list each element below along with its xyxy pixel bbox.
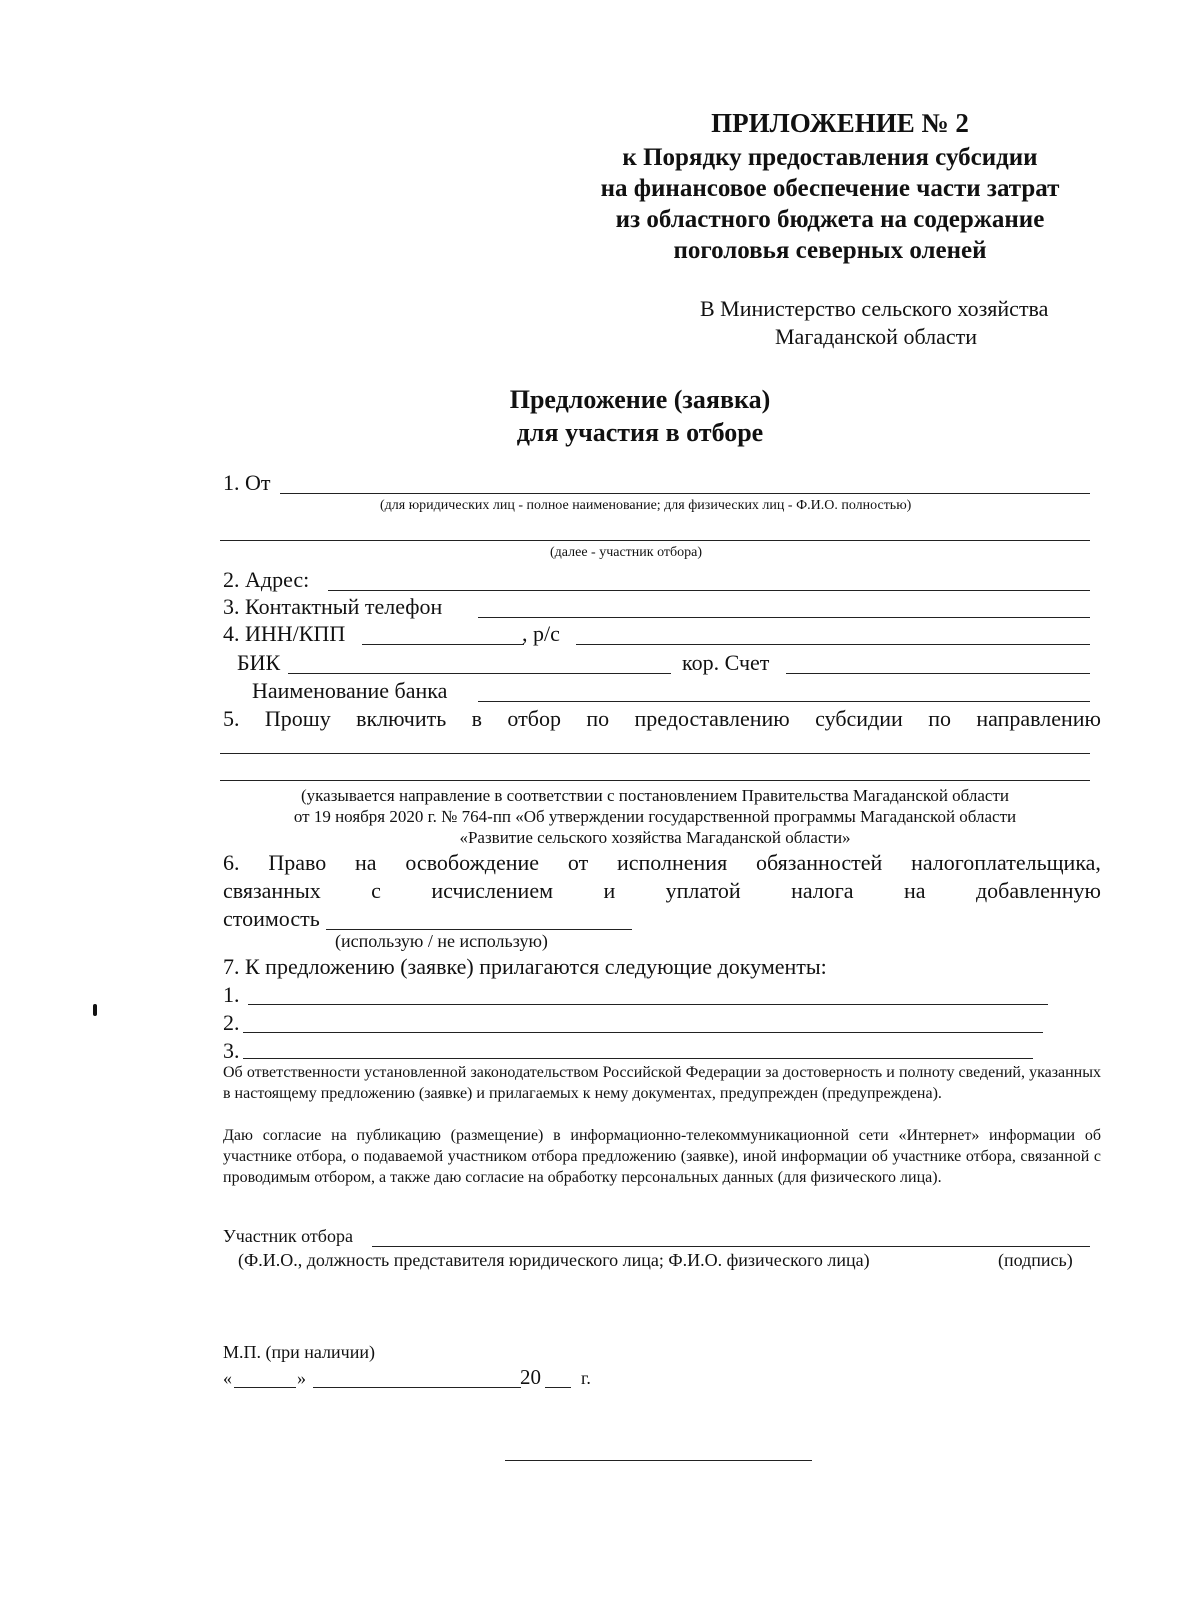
from-input-line[interactable] <box>280 493 1090 494</box>
section-6-word: уплатой <box>665 878 741 903</box>
participant-hint: (далее - участник отбора) <box>550 545 703 560</box>
section-5-word: по <box>928 706 951 731</box>
section-5-word: 5. <box>223 706 240 731</box>
direction-note-line-3: «Развитие сельского хозяйства Магаданской области» <box>459 828 851 847</box>
appendix-subtitle-line-1: к Порядку предоставления субсидии <box>622 144 1038 171</box>
vat-label: стоимость <box>223 906 320 931</box>
section-6-word: налогоплательщика, <box>911 850 1101 875</box>
stamp-label: М.П. (при наличии) <box>223 1342 375 1362</box>
responsibility-statement: Об ответственности установленной законодательством Российской Федерации за достоверность и полноту сведений, указанных в настоящему предложению (заявке) и прилагаемых к нему документах, предупрежден (предупреждена). <box>223 1064 1101 1102</box>
document-input-line-2[interactable] <box>243 1032 1043 1033</box>
bik-input-line[interactable] <box>288 673 671 674</box>
bottom-divider <box>505 1460 812 1461</box>
date-year-prefix: 20 <box>520 1365 541 1389</box>
section-6-word: 6. <box>223 850 240 875</box>
bik-label: БИК <box>237 650 281 675</box>
section-5-word: Прошу <box>264 706 331 731</box>
from-hint: (для юридических лиц - полное наименование; для физических лиц - Ф.И.О. полностью) <box>380 498 912 513</box>
participant-signature-line[interactable] <box>372 1246 1090 1247</box>
section-6-word: исчислением <box>431 878 554 903</box>
section-6-word: освобождение <box>405 850 540 875</box>
section-5-word: включить <box>356 706 447 731</box>
document-input-line-3[interactable] <box>243 1058 1033 1059</box>
vat-input-line[interactable] <box>326 929 632 930</box>
date-year-line[interactable] <box>545 1387 571 1388</box>
section-5-word: направлению <box>976 706 1101 731</box>
date-day-line[interactable] <box>234 1387 296 1388</box>
date-month-line[interactable] <box>313 1387 521 1388</box>
appendix-subtitle-line-2: на финансовое обеспечение части затрат <box>600 175 1060 202</box>
consent-statement: Даю согласие на публикацию (размещение) в информационно-телекоммуникационной сети «Интернет» информации об участнике отбора, о подаваемой участником отбора предложению (заявке), иной информации об участнике отбора, связанной с проводимым отбором, а также даю согласие на обработку персональных данных (для физического лица). <box>223 1127 1101 1186</box>
inn-input-line[interactable] <box>362 644 524 645</box>
section-6-word: добавленную <box>975 878 1101 903</box>
participant-label: Участник отбора <box>223 1226 353 1246</box>
date-close-quote: » <box>297 1368 306 1388</box>
direction-input-line-2[interactable] <box>220 780 1090 781</box>
participant-hint: (Ф.И.О., должность представителя юридического лица; Ф.И.О. физического лица) <box>238 1250 870 1270</box>
section-6-word: исполнения <box>617 850 728 875</box>
scan-mark <box>93 1004 97 1016</box>
section-6-word: связанных <box>223 878 321 903</box>
doc-title-line-1: Предложение (заявка) <box>509 385 771 414</box>
section-5-request-row <box>223 706 1101 732</box>
section-6-word: от <box>567 850 589 875</box>
corr-account-input-line[interactable] <box>786 673 1090 674</box>
section-6-row-2 <box>223 878 1101 904</box>
addressee-line-2: Магаданской области <box>775 324 977 349</box>
section-6-word: обязанностей <box>756 850 883 875</box>
account-label: , р/с <box>522 621 560 646</box>
appendix-subtitle-line-3: из областного бюджета на содержание <box>615 206 1045 233</box>
bank-input-line[interactable] <box>478 701 1090 702</box>
section-6-word: на <box>903 878 926 903</box>
direction-note-line-2: от 19 ноября 2020 г. № 764-пп «Об утверждении государственной программы Магаданской области <box>293 807 1017 826</box>
date-open-quote: « <box>223 1368 232 1388</box>
corr-account-label: кор. Счет <box>682 650 770 675</box>
date-year-suffix: г. <box>581 1368 591 1388</box>
document-item-number-1: 1. <box>223 982 240 1007</box>
from-input-line-2[interactable] <box>220 540 1090 541</box>
phone-input-line[interactable] <box>478 617 1090 618</box>
section-6-row-1 <box>223 850 1101 876</box>
address-label: 2. Адрес: <box>223 567 310 592</box>
direction-note-line-1: (указывается направление в соответствии с постановлением Правительства Магаданской области <box>301 786 1009 805</box>
document-item-number-3: 3. <box>223 1038 240 1063</box>
appendix-title: ПРИЛОЖЕНИЕ № 2 <box>711 108 969 138</box>
section-6-word: налога <box>791 878 854 903</box>
section-5-word: субсидии <box>815 706 903 731</box>
section-5-word: отбор <box>507 706 561 731</box>
section-6-word: Право <box>268 850 327 875</box>
signature-hint: (подпись) <box>998 1250 1073 1270</box>
vat-hint: (использую / не использую) <box>335 931 548 951</box>
account-input-line[interactable] <box>576 644 1090 645</box>
section-6-word: на <box>355 850 377 875</box>
section-6-word: и <box>603 878 616 903</box>
document-input-line-1[interactable] <box>248 1004 1048 1005</box>
section-6-word: с <box>371 878 381 903</box>
section-5-word: предоставлению <box>634 706 790 731</box>
appendix-subtitle-line-4: поголовья северных оленей <box>673 237 987 264</box>
inn-label: 4. ИНН/КПП <box>223 621 346 646</box>
addressee-line-1: В Министерство сельского хозяйства <box>700 296 1049 321</box>
bank-label: Наименование банка <box>252 678 448 703</box>
section-5-word: в <box>471 706 483 731</box>
phone-label: 3. Контактный телефон <box>223 594 443 619</box>
document-item-number-2: 2. <box>223 1010 240 1035</box>
documents-title: 7. К предложению (заявке) прилагаются следующие документы: <box>223 954 827 979</box>
address-input-line[interactable] <box>328 590 1090 591</box>
direction-input-line-1[interactable] <box>220 753 1090 754</box>
section-5-word: по <box>586 706 610 731</box>
doc-title-line-2: для участия в отборе <box>516 418 764 447</box>
from-label: 1. От <box>223 470 271 495</box>
